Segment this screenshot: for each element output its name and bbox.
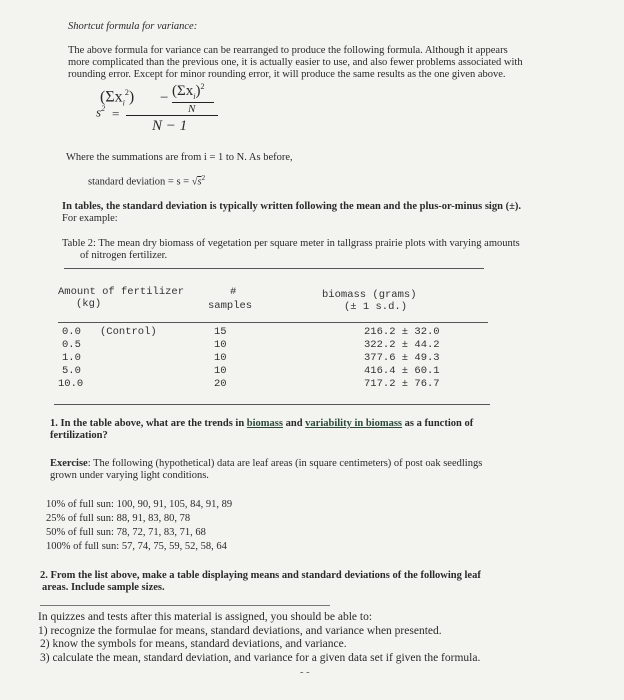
closing-rule	[40, 605, 330, 606]
data-line: 10% of full sun: 100, 90, 91, 105, 84, 91, 89	[46, 499, 233, 510]
table-header-rule	[58, 322, 488, 323]
intro-paragraph	[68, 45, 578, 81]
question-2-line: areas. Include sample sizes.	[42, 582, 165, 593]
formula-denominator: N − 1	[152, 118, 188, 134]
col-header-biomass: biomass (grams)	[322, 289, 417, 301]
objectives-intro: In quizzes and tests after this material is assigned, you should be able to:	[38, 611, 373, 623]
question-1-line: fertilization?	[50, 430, 108, 441]
question-1	[50, 418, 570, 442]
biomass-table: Amount of fertilizer (kg) # samples biomass (grams) (± 1 s.d.) 0.0 (Control) 15 216.2 ± 32.0 0.5 10 322.2 ± 44.2 1.0 10 377.6 ± 49.3 5.0 10 416.4 ± 60.1 10.0 20 717.2 ± 76.7	[58, 282, 498, 402]
formula-inner-denominator: N	[188, 103, 196, 115]
learning-objectives	[38, 611, 598, 665]
variability-link[interactable]: variability in biomass	[305, 418, 403, 429]
intro-line: rounding error. Except for minor rounding error, it will produce the same results as the one given above.	[68, 69, 506, 80]
sqrt-symbol: √	[191, 176, 198, 188]
section-heading: Shortcut formula for variance:	[68, 21, 198, 32]
col-header-biomass-unit: (± 1 s.d.)	[344, 301, 408, 313]
objective-item: 3) calculate the mean, standard deviation, and variance for a given data set if given the formula.	[40, 651, 481, 664]
formula-minus: −	[160, 90, 169, 106]
tables-note	[62, 201, 582, 225]
table-top-rule	[64, 268, 484, 269]
objective-item: 2) know the symbols for means, standard deviations, and variance.	[40, 638, 347, 650]
exercise-label: Exercise	[50, 458, 88, 469]
formula-inner-numerator: $(\Sigma x_i)^2$	[172, 82, 205, 101]
trailing-mark: - -	[300, 667, 310, 678]
formula-equals: =	[112, 106, 120, 121]
col-header-samples-symbol: #	[230, 286, 237, 298]
caption-line: Table 2: The mean dry biomass of vegetation per square meter in tallgrass prairie plots with varying amounts	[62, 238, 520, 249]
summation-note: Where the summations are from i = 1 to N. As before,	[66, 152, 293, 163]
intro-line: more complicated than the previous one, it is actually easier to use, and also fewer problems associated with	[68, 57, 523, 68]
table-caption	[62, 238, 582, 262]
sd-definition: standard deviation = $s = √s^2$	[88, 174, 206, 188]
question-2-line: 2. From the list above, make a table displaying means and standard deviations of the following leaf	[40, 570, 481, 581]
data-line: 100% of full sun: 57, 74, 75, 59, 52, 58, 64	[46, 541, 227, 552]
formula-lhs: $s^2$	[96, 104, 106, 120]
tables-note-example: For example:	[62, 213, 118, 224]
exercise: Exercise: The following (hypothetical) data are leaf areas (in square centimeters) of post oak seedlings grown under varying light conditions.	[50, 458, 483, 481]
question-1-line: 1. In the table above, what are the trends in biomass and variability in biomass as a function of	[50, 418, 474, 429]
table-bottom-rule	[54, 404, 490, 405]
question-2	[40, 570, 580, 594]
caption-line: of nitrogen fertilizer.	[80, 250, 168, 261]
data-line: 25% of full sun: 88, 91, 83, 80, 78	[46, 513, 191, 524]
col-header-samples: samples	[208, 300, 253, 312]
formula-numerator-a: $(\Sigma x_i^2)$	[100, 88, 135, 108]
intro-line: The above formula for variance can be rearranged to produce the following formula. Although it appears	[68, 45, 508, 56]
col-header-amount-unit: (kg)	[76, 298, 102, 310]
objective-item: 1) recognize the formulae for means, standard deviations, and variance when presented.	[38, 624, 442, 637]
biomass-link[interactable]: biomass	[246, 418, 283, 429]
tables-note-bold: In tables, the standard deviation is typically written following the mean and the plus-or-minus sign (±).	[62, 201, 521, 212]
variance-formula	[72, 82, 222, 138]
col-header-amount: Amount of fertilizer	[58, 286, 185, 298]
main-fraction-bar	[126, 115, 218, 116]
data-line: 50% of full sun: 78, 72, 71, 83, 71, 68	[46, 527, 206, 538]
leaf-area-data	[46, 498, 566, 554]
